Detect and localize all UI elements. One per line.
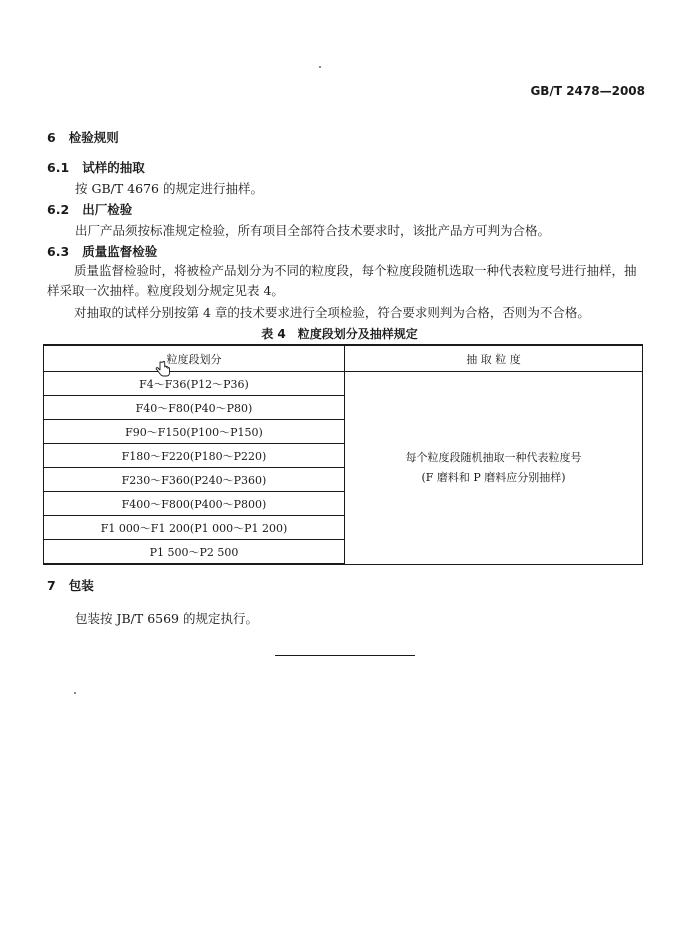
table-caption: 表 4 粒度段划分及抽样规定 (261, 327, 418, 341)
table-row (44, 372, 643, 396)
section-title: 试样的抽取 (82, 160, 145, 175)
grade-range-cell: F40～F80(P40～P80) (44, 396, 345, 420)
end-rule (275, 655, 415, 656)
section-6-2-text: 出厂产品须按标准规定检验，所有项目全部符合技术要求时，该批产品方可判为合格。 (75, 223, 551, 238)
section-6-3-paragraph-1: 质量监督检验时，将被检产品划分为不同的粒度段，每个粒度段随机选取一种代表粒度号进行抽样，抽样采取一次抽样。粒度段划分规定见表 4。 (47, 263, 637, 298)
column-header-grade-range: 粒度段划分 (44, 345, 345, 372)
section-7-text: 包装按 JB/T 6569 的规定执行。 (75, 611, 258, 626)
grade-range-cell: F1 000～F1 200(P1 000～P1 200) (44, 516, 345, 540)
section-number: 6.3 (47, 244, 70, 259)
section-6-3-heading (47, 242, 157, 260)
section-number: 6 (47, 130, 56, 145)
column-header-sampling-grade: 抽 取 粒 度 (345, 345, 643, 372)
grade-range-cell: F90～F150(P100～P150) (44, 420, 345, 444)
section-6-1-heading (47, 158, 145, 176)
section-title: 质量监督检验 (82, 244, 158, 259)
section-6-1-text: 按 GB/T 4676 的规定进行抽样。 (75, 181, 263, 196)
grade-table (43, 344, 643, 565)
section-title: 包装 (68, 578, 94, 593)
scan-speck (319, 66, 321, 68)
section-number: 7 (47, 578, 56, 593)
section-number: 6.2 (47, 202, 70, 217)
section-7-heading (47, 576, 94, 594)
section-title: 检验规则 (68, 130, 119, 145)
grade-range-cell: F230～F360(P240～P360) (44, 468, 345, 492)
section-6-2-heading (47, 200, 132, 218)
section-title: 出厂检验 (82, 202, 133, 217)
grade-range-cell: F180～F220(P180～P220) (44, 444, 345, 468)
section-6-3-paragraph-2: 对抽取的试样分别按第 4 章的技术要求进行全项检验，符合要求则判为合格，否则为不合格。 (74, 305, 590, 320)
sampling-rule-cell (345, 372, 643, 565)
sampling-rule-line: 每个粒度段随机抽取一种代表粒度号 (405, 450, 582, 464)
grade-range-cell: P1 500～P2 500 (44, 540, 345, 565)
section-6-heading (47, 128, 119, 146)
grade-range-cell: F4～F36(P12～P36) (44, 372, 345, 396)
table-header-row (44, 345, 643, 372)
sampling-rule-line: (F 磨料和 P 磨料应分别抽样) (421, 470, 566, 484)
standard-number: GB/T 2478—2008 (530, 84, 645, 98)
section-number: 6.1 (47, 160, 70, 175)
hand-pointer-icon (154, 360, 172, 378)
scan-speck (74, 692, 76, 694)
grade-range-cell: F400～F800(P400～P800) (44, 492, 345, 516)
